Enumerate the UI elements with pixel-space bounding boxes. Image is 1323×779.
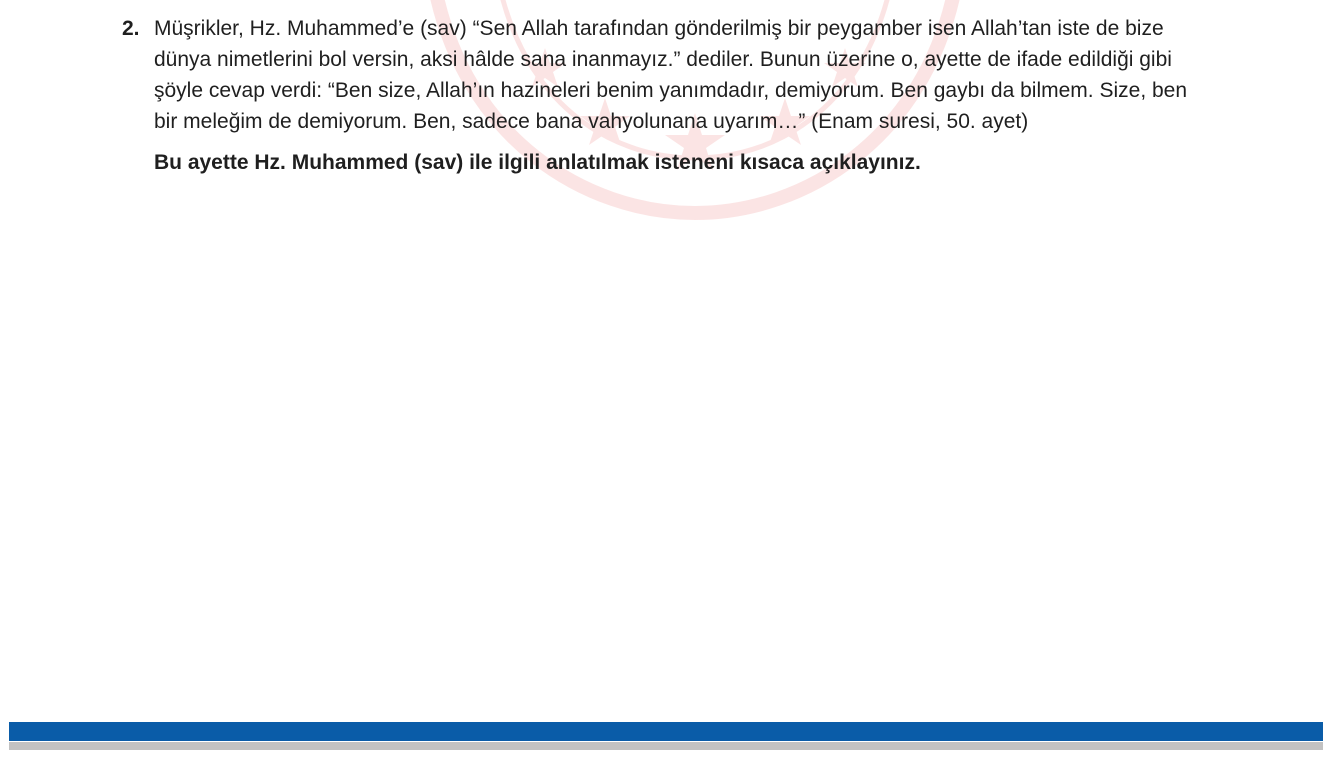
question-text: Müşrikler, Hz. Muhammed’e (sav) “Sen Allah tarafından gönderilmiş bir peygamber isen Allah’tan iste de bize dünya nimetlerini bol versin, aksi hâlde sana inanmayız.” dediler. Bunun üzerine o, ayette de ifade edildiği gibi şöyle cevap verdi: “Ben size, Allah’ın hazineleri benim yanımdadır, demiyorum. Ben gaybı da bilmem. Size, ben bir meleğim de demiyorum. Ben, sadece bana vahyolunana uyarım…” (Enam suresi, 50. ayet) bbox=[154, 17, 1188, 133]
question-body bbox=[154, 13, 1209, 178]
question-prompt: Bu ayette Hz. Muhammed (sav) ile ilgili anlatılmak isteneni kısaca açıklayınız. bbox=[154, 151, 921, 174]
question-number: 2. bbox=[122, 17, 140, 40]
footer-bar-secondary bbox=[9, 742, 1323, 750]
footer-bar-primary bbox=[9, 722, 1323, 741]
